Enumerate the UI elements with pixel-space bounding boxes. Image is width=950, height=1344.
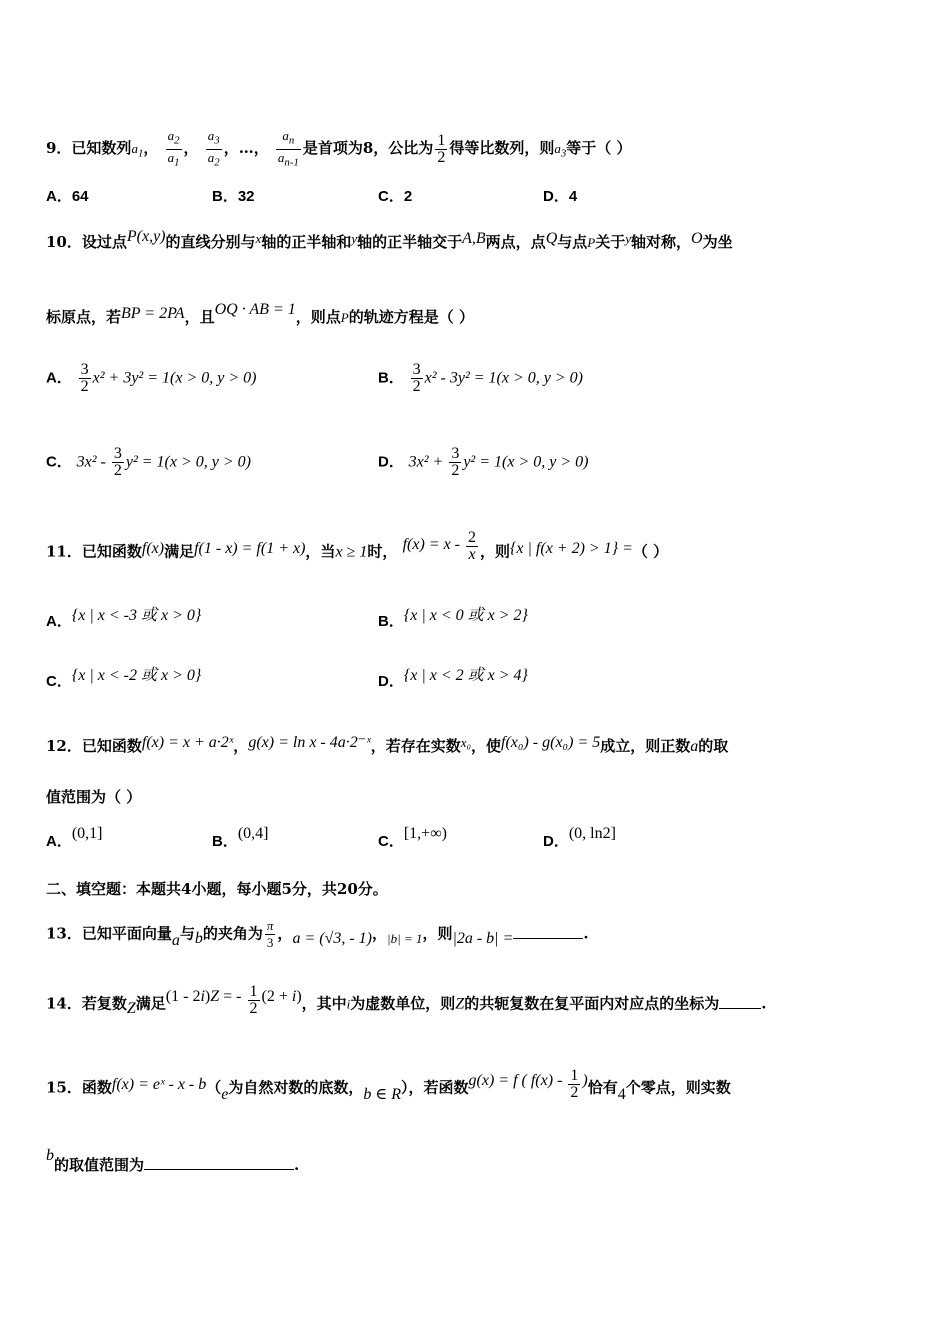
q12-option-c[interactable]: C．[1,+∞) [378,825,447,850]
q15-answer-blank[interactable] [144,1169,294,1170]
q15-line2: b的取值范围为 . [46,1147,300,1174]
q10-line2: 标原点，若BP = 2PA，且OQ · AB = 1，则点P的轨迹方程是（ ） [46,301,474,326]
q15-stem: 15．函数f(x) = eˣ - x - b（e为自然对数的底数，b ∈ R），若函数g(x) = f ( f(x) - $\frac{1}{2}$ )恰有4个零点，则实数 [46,1067,731,1103]
q12-line2: 值范围为（ ） [46,788,142,806]
q10-option-a[interactable]: A． $\frac{3}{2}$ x² + 3y² = 1(x > 0, y > 0) [46,361,257,395]
q9-option-d[interactable]: D．4 [543,188,578,205]
q11-option-b[interactable]: B．{x | x < 0 或 x > 2} [378,607,528,630]
q14-stem: 14．若复数Z满足(1 - 2i)Z = - $\frac{1}{2}$ (2 + i)，其中i为虚数单位，则Z的共轭复数在复平面内对应点的坐标为 . [46,983,767,1017]
q11-option-a[interactable]: A．{x | x < -3 或 x > 0} [46,607,202,630]
q10-option-c[interactable]: C． 3x² - $\frac{3}{2}$ y² = 1(x > 0, y > 0) [46,445,252,479]
q11-option-c[interactable]: C．{x | x < -2 或 x > 0} [46,667,202,690]
q10-point: P(x,y) [126,228,166,245]
q9-stem: 9．已知数列$a_1$， $\frac{a_2}{a_1}$ ， $\frac{a_3}{a_2}$ ，…， $\frac{a_n}{a_{n-1}}$ 是首项为8，公比为 $\frac{1}{2}$ 得等比数列，则$a_3$等于（ ） [46,128,632,169]
q11-option-d[interactable]: D．{x | x < 2 或 x > 4} [378,667,528,690]
q9-frac-an: $\frac{a_n}{a_{n-1}}$ [277,128,299,169]
q10-option-b[interactable]: B． $\frac{3}{2}$ x² - 3y² = 1(x > 0, y > 0) [378,361,583,395]
q9-option-a[interactable]: A．64 [46,188,89,205]
q9-a3: $a_3$ [554,141,567,160]
q10-cond2: OQ · AB = 1 [214,301,296,318]
q9-text: 是首项为8，公比为 [302,139,434,158]
q12-option-b[interactable]: B．(0,4] [212,825,269,850]
q10-option-d[interactable]: D． 3x² + $\frac{3}{2}$ y² = 1(x > 0, y > 0) [378,445,589,479]
q13-answer-blank[interactable] [513,938,583,939]
q12-stem: 12．已知函数f(x) = x + a·2ˣ，g(x) = ln x - 4a·2⁻ˣ，若存在实数x₀，使f(x₀) - g(x₀) = 5成立，则正数a的取 [46,734,729,755]
q9-end: 等于（ ） [566,139,632,158]
q9-a1: $a_1$ [131,141,144,160]
q9-option-b[interactable]: B．32 [212,188,255,205]
q9-frac-a3-a2: $\frac{a_3}{a_2}$ [207,128,220,169]
q12-option-a[interactable]: A．(0,1] [46,825,103,850]
q12-option-d[interactable]: D．(0, ln2] [543,825,616,850]
q14-answer-blank[interactable] [719,1008,761,1009]
section-2-heading: 二、填空题：本题共4小题，每小题5分，共20分。 [46,880,388,898]
q11-stem: 11．已知函数f(x)满足f(1 - x) = f(1 + x)，当x ≥ 1时， f(x) = x - $\frac{2}{x}$ ，则{x | f(x + 2) > 1} =（ ） [46,529,669,563]
q9-option-c[interactable]: C．2 [378,188,413,205]
q10-cond1: BP = 2PA [121,305,185,322]
q13-stem: 13．已知平面向量a与b的夹角为 $\frac{\pi}{3}$ ，a = (√3, - 1)，|b| = 1，则|2a - b| = . [46,918,589,950]
q9-tail: 得等比数列，则 [449,139,555,158]
q9-number-text: 9．已知数列 [46,139,132,158]
q9-frac-a2-a1: $\frac{a_2}{a_1}$ [167,128,180,169]
q10-line1: 10．设过点P(x,y)的直线分别与x轴的正半轴和y轴的正半轴交于A,B两点，点Q与点P关于y轴对称，O为坐 [46,228,733,251]
q9-ratio: $\frac{1}{2}$ [437,131,446,166]
